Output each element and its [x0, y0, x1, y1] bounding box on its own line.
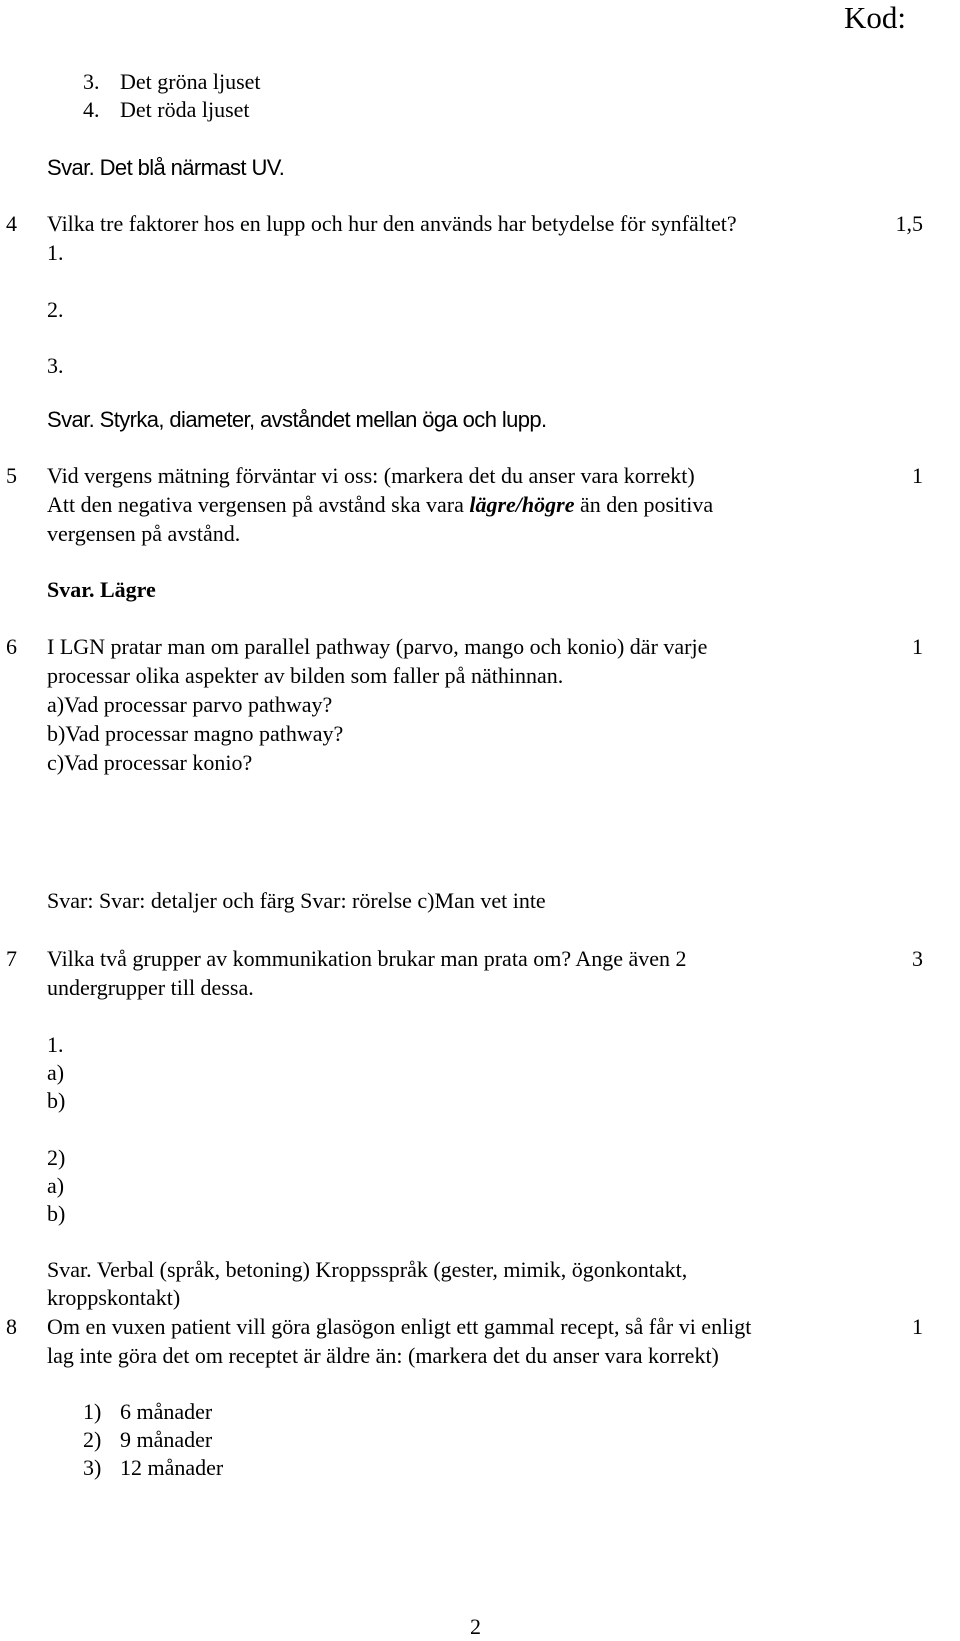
question-text: I LGN pratar man om parallel pathway (parvo, mango och konio) där varje	[47, 634, 708, 659]
q4-answer: Svar. Styrka, diameter, avståndet mellan öga och lupp.	[47, 407, 547, 432]
question-number: 8	[6, 1314, 17, 1339]
q5-emphasis: lägre/högre	[469, 492, 575, 517]
question-text: lag inte göra det om receptet är äldre än: (markera det du anser vara korrekt)	[47, 1343, 719, 1368]
question-points: 1	[912, 463, 923, 488]
question-text: Vid vergens mätning förväntar vi oss: (markera det du anser vara korrekt)	[47, 463, 695, 488]
q8-option-text: 9 månader	[120, 1427, 213, 1452]
question-points: 3	[912, 946, 923, 971]
q3-option-number: 4.	[83, 97, 100, 122]
q7-answer: Svar. Verbal (språk, betoning) Kroppsspråk (gester, mimik, ögonkontakt,	[47, 1257, 688, 1282]
q5-answer: Svar. Lägre	[47, 577, 156, 602]
q8-option-number: 2)	[83, 1427, 102, 1452]
question-text: processar olika aspekter av bilden som faller på näthinnan.	[47, 663, 564, 688]
question-text: Vilka tre faktorer hos en lupp och hur den används har betydelse för synfältet?	[47, 211, 737, 236]
page-number: 2	[470, 1614, 481, 1639]
q7-answer: kroppskontakt)	[47, 1285, 181, 1310]
q3-option-text: Det röda ljuset	[120, 97, 250, 122]
question-number: 6	[6, 634, 17, 659]
answer-blank: 1.	[47, 240, 64, 265]
question-points: 1	[912, 1314, 923, 1339]
question-points: 1	[912, 634, 923, 659]
sub-question: a)Vad processar parvo pathway?	[47, 692, 333, 717]
sub-question: b)Vad processar magno pathway?	[47, 721, 344, 746]
question-text: Om en vuxen patient vill göra glasögon enligt ett gammal recept, så får vi enligt	[47, 1314, 752, 1339]
q8-option-number: 1)	[83, 1399, 102, 1424]
q8-option-number: 3)	[83, 1455, 102, 1480]
answer-blank: b)	[47, 1088, 66, 1113]
q8-option-text: 6 månader	[120, 1399, 213, 1424]
answer-blank: 1.	[47, 1032, 64, 1057]
q5-text-before: Att den negativa vergensen på avstånd ska vara	[47, 492, 470, 517]
q8-option-text: 12 månader	[120, 1455, 224, 1480]
q3-option-number: 3.	[83, 69, 100, 94]
question-text	[47, 491, 713, 519]
question-text: vergensen på avstånd.	[47, 521, 241, 546]
answer-blank: 2.	[47, 297, 64, 322]
answer-blank: 3.	[47, 353, 64, 378]
answer-blank: b)	[47, 1201, 66, 1226]
question-number: 7	[6, 946, 17, 971]
answer-blank: a)	[47, 1060, 65, 1085]
answer-blank: 2)	[47, 1145, 66, 1170]
answer-blank: a)	[47, 1173, 65, 1198]
q3-answer: Svar. Det blå närmast UV.	[47, 155, 285, 180]
q6-answer: Svar: Svar: detaljer och färg Svar: rörelse c)Man vet inte	[47, 888, 546, 913]
question-points: 1,5	[895, 211, 923, 236]
question-number: 4	[6, 211, 17, 236]
question-text: Vilka två grupper av kommunikation brukar man prata om? Ange även 2	[47, 946, 687, 971]
question-number: 5	[6, 463, 17, 488]
q5-text-after: än den positiva	[574, 492, 714, 517]
q3-option-text: Det gröna ljuset	[120, 69, 261, 94]
kod-label: Kod:	[844, 0, 906, 35]
sub-question: c)Vad processar konio?	[47, 750, 253, 775]
question-text: undergrupper till dessa.	[47, 975, 254, 1000]
